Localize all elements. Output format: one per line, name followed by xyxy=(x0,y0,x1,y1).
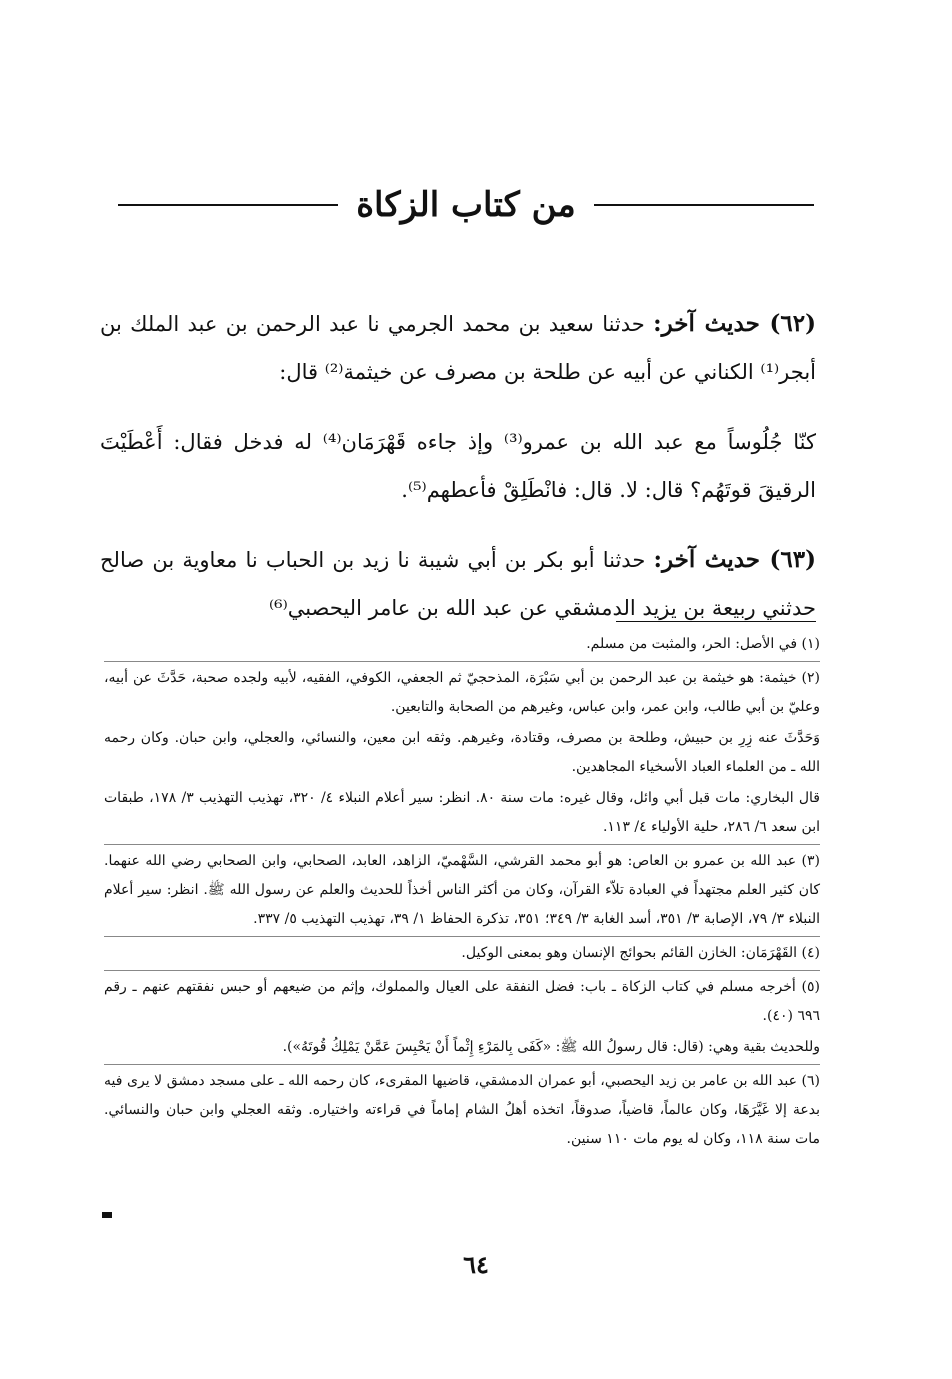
header-rule-right xyxy=(594,204,814,206)
hadith-63-intro xyxy=(100,536,816,632)
page-number: ٦٤ xyxy=(463,1250,489,1279)
main-text xyxy=(100,300,816,654)
hadith-62-intro xyxy=(100,300,816,396)
hadith-63-lead: (٦٣) حديث آخر: xyxy=(653,546,816,573)
footnote-separator xyxy=(104,844,820,845)
hadith-62-text: حدثنا سعيد بن محمد الجرمي نا عبد الرحمن بن عبد الملك بن أبجر⁽¹⁾ الكناني عن أبيه عن طلحة بن مصرف عن خيثمة⁽²⁾ قال: xyxy=(100,312,816,384)
header-rule-left xyxy=(118,204,338,206)
footnote-2-sources: قال البخاري: مات قبل أبي وائل، وقال غيره: مات سنة ٨٠. انظر: سير أعلام النبلاء ٤/ ٣٢٠، تهذيب التهذيب ٣/ ١٧٨، طبقات ابن سعد ٦/ ٢٨٦، حلية الأولياء ٤/ ١١٣. xyxy=(104,790,820,835)
footnote-5-continued: وللحديث بقية وهي: (قال: قال رسولُ الله ﷺ: «كَفَى بِالمَرْءِ إِثْماً أَنْ يَحْبِسَ عَمَّنْ يَمْلِكُ قُوتَهُ»). xyxy=(282,1039,820,1055)
footnote-separator xyxy=(104,970,820,971)
footnote-1: (١) في الأصل: الحر، والمثبت من مسلم. xyxy=(586,636,820,652)
hadith-62-lead: (٦٢) حديث آخر: xyxy=(653,310,816,337)
footnote-separator xyxy=(104,1064,820,1065)
footnote-3: (٣) عبد الله بن عمرو بن العاص: هو أبو محمد القرشي، السَّهْميّ، الزاهد، العابد، الصحابي، وابن الصحابي رضي الله عنهما. كان كثير العلم مجتهداً في العبادة تلاّء القرآن، وكان من أكثر الناس أخذاً للحديث والعلم عن رسول الله ﷺ. انظر: سير أعلام النبلاء ٣/ ٧٩، الإصابة ٣/ ٣٥١، أسد الغابة ٣/ ٣٤٩؛ ٣٥١، تذكرة الحفاظ ١/ ٣٩، تهذيب التهذيب ٥/ ٣٣٧. xyxy=(104,853,820,927)
chapter-title: من كتاب الزكاة xyxy=(356,185,576,225)
footnote-6: (٦) عبد الله بن عامر بن زيد اليحصبي، أبو عمران الدمشقي، قاضيها المقرىء، كان رحمه الله ـ على مسجد دمشق لا يرى فيه بدعة إلا غَيَّرَهَا، وكان عالماً، قاضياً، صدوقاً، اتخذه أهلُ الشام إماماً في قراءته واختياره. وثقه العجلي وابن حبان والنسائي. مات سنة ١١٨، وكان له يوم مات ١١٠ سنين. xyxy=(104,1073,820,1147)
footnote-2: (٢) خيثمة: هو خيثمة بن عبد الرحمن بن أبي سَبْرَة، المذحجيّ ثم الجعفي، الكوفي، الفقيه، لأبيه ولجده صحبة، حَدَّثَ عن أبيه، وعليّ بن أبي طالب، وابن عمر، وابن عباس، وغيرهم من الصحابة والتابعين. xyxy=(104,670,820,715)
hadith-63-text: حدثنا أبو بكر بن أبي شيبة نا زيد بن الحباب نا معاوية بن صالح حدثني ربيعة بن يزيد الدمشقي عن عبد الله بن عامر اليحصبي⁽⁶⁾ xyxy=(100,548,816,620)
footnote-4: (٤) القَهْرَمَان: الخازن القائم بحوائج الإنسان وهو بمعنى الوكيل. xyxy=(461,945,820,961)
footnote-separator xyxy=(104,661,820,662)
footnotes xyxy=(104,630,820,1154)
footnote-divider xyxy=(616,621,816,622)
margin-mark xyxy=(102,1212,112,1218)
footnote-5: (٥) أخرجه مسلم في كتاب الزكاة ـ باب: فضل النفقة على العيال والمملوك، وإثم من ضيعهم أو حبس نفقتهم عنهم ـ رقم ٦٩٦ (٤٠). xyxy=(104,979,820,1024)
footnote-2-continued: وَحَدَّثَ عنه زِرِ بن حبيش، وطلحة بن مصرف، وقتادة، وغيرهم. وثقه ابن معين، والنسائي، والعجلي، وابن حبان. وكان رحمه الله ـ من العلماء العباد الأسخياء المجاهدين. xyxy=(104,730,820,775)
hadith-62-quote: كنّا جُلُوساً مع عبد الله بن عمرو⁽³⁾ وإذ جاءه قَهْرَمَان⁽⁴⁾ له فدخل فقال: أَعْطَيْتَ الرقيقَ قوتَهُم؟ قال: لا. قال: فانْطَلِقْ فأعطهم⁽⁵⁾. xyxy=(100,430,816,502)
footnote-separator xyxy=(104,936,820,937)
chapter-header xyxy=(118,180,814,230)
